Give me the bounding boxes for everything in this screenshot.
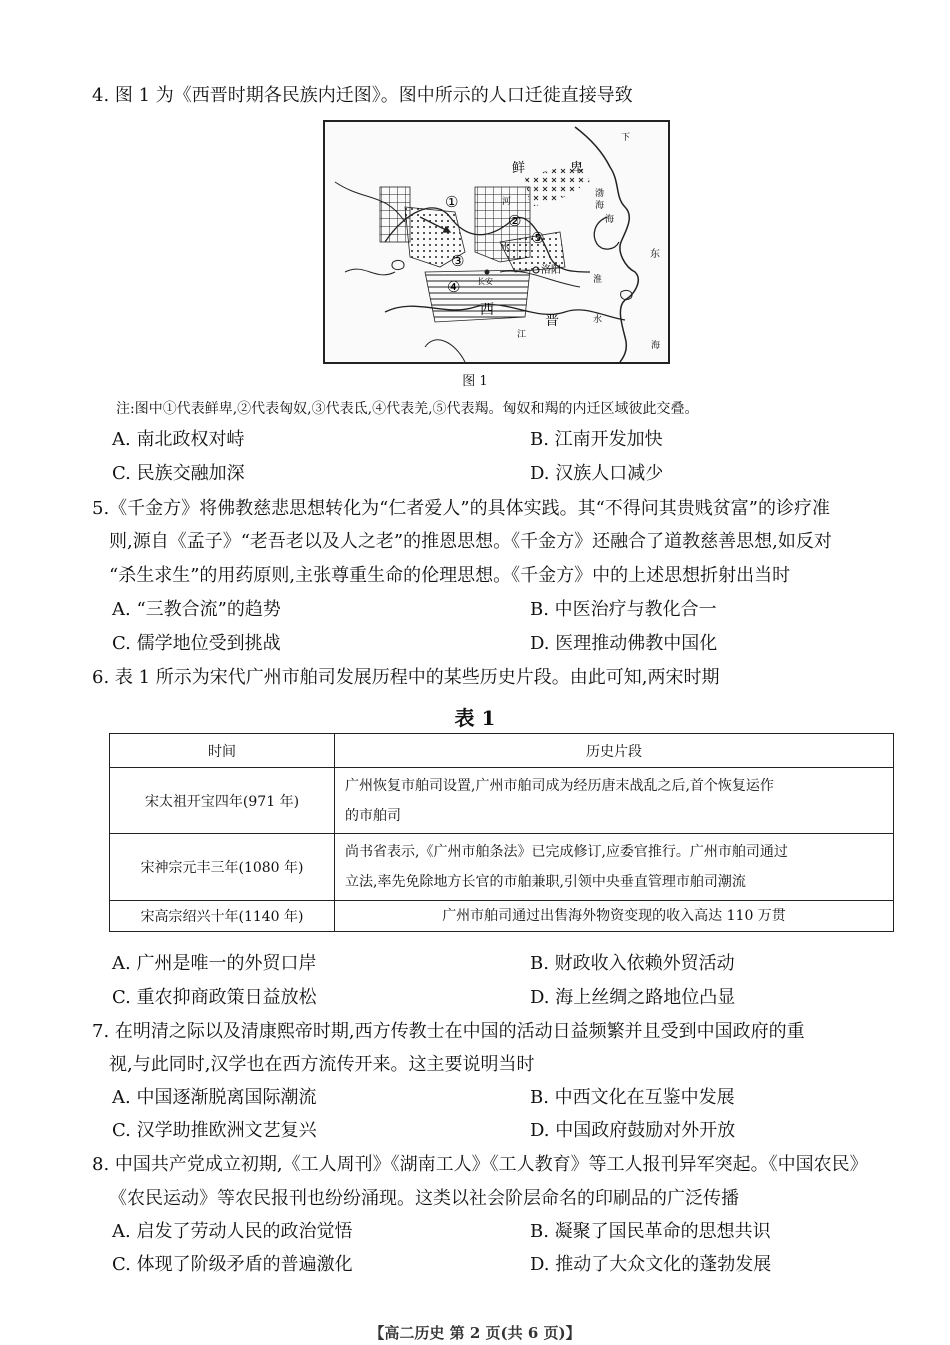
map-label-bei: 卑 <box>570 161 584 176</box>
table-cell-time: 宋高宗绍兴十年(1140 年) <box>110 901 335 932</box>
map-label-huai: 淮 <box>593 275 603 285</box>
marker-1: ① <box>445 193 459 211</box>
question-7-line-2: 视,与此同时,汉学也在西方流传开来。这主要说明当时 <box>109 1054 535 1075</box>
q7-option-c[interactable]: C. 汉学助推欧洲文艺复兴 <box>112 1120 317 1141</box>
coastline <box>575 127 638 362</box>
event-line: 尚书省表示,《广州市舶条法》已完成修订,应委官推行。广州市舶司通过 <box>345 844 788 860</box>
q8-option-d[interactable]: D. 推动了大众文化的蓬勃发展 <box>530 1254 772 1275</box>
map-label-bo: 渤 <box>595 189 605 199</box>
q4-option-b[interactable]: B. 江南开发加快 <box>530 429 663 450</box>
map-label-changan: 长安 <box>477 277 493 286</box>
map-label-he: 河 <box>502 197 512 207</box>
map-label-hai2: 海 <box>651 341 661 351</box>
marker-3: ③ <box>451 252 465 270</box>
event-line: 广州恢复市舶司设置,广州市舶司成为经历唐末战乱之后,首个恢复运作 <box>345 777 774 794</box>
lake <box>392 260 404 269</box>
marker-5: ⑤ <box>531 229 545 247</box>
event-line: 的市舶司 <box>345 807 401 824</box>
q4-option-d[interactable]: D. 汉族人口减少 <box>530 463 664 484</box>
q7-option-a[interactable]: A. 中国逐渐脱离国际潮流 <box>112 1087 317 1108</box>
migration-map <box>323 120 670 364</box>
marker-2: ② <box>508 212 522 230</box>
map-label-luoyang: 洛阳 <box>541 265 561 276</box>
map-label-xia: 下 <box>621 133 631 143</box>
table-cell-event <box>335 768 894 834</box>
event-line: 立法,率先免除地方长官的市舶兼职,引领中央垂直管理市舶司潮流 <box>345 874 746 890</box>
map-label-shui2: 水 <box>593 315 603 325</box>
map-label-hai: 海 <box>605 215 615 225</box>
table-row <box>110 901 894 932</box>
figure-caption: 图 1 <box>462 374 488 389</box>
q6-option-a[interactable]: A. 广州是唯一的外贸口岸 <box>112 953 317 974</box>
question-4-stem: 4. 图 1 为《西晋时期各民族内迁图》。图中所示的人口迁徙直接导致 <box>92 85 633 106</box>
question-8-line-1: 8. 中国共产党成立初期,《工人周刊》《湖南工人》《工人教育》等工人报刊异军突起。《中国农民》 <box>92 1154 868 1175</box>
map-label-shui: 水 <box>501 243 511 253</box>
question-5-line-3: “杀生求生”的用药原则,主张尊重生命的伦理思想。《千金方》中的上述思想折射出当时 <box>109 565 791 586</box>
page-footer: 【高二历史 第 2 页(共 6 页)】 <box>369 1324 581 1342</box>
table-cell-event <box>335 834 894 901</box>
map-label-hai3: 海 <box>595 201 605 211</box>
q6-option-c[interactable]: C. 重农抑商政策日益放松 <box>112 987 317 1008</box>
q8-option-b[interactable]: B. 凝聚了国民革命的思想共识 <box>530 1221 771 1242</box>
question-6-stem: 6. 表 1 所示为宋代广州市舶司发展历程中的某些历史片段。由此可知,两宋时期 <box>92 667 720 688</box>
q7-option-d[interactable]: D. 中国政府鼓励对外开放 <box>530 1120 736 1141</box>
q8-option-a[interactable]: A. 启发了劳动人民的政治觉悟 <box>112 1221 353 1242</box>
map-label-xian: 鲜 <box>512 161 526 176</box>
q6-option-d[interactable]: D. 海上丝绸之路地位凸显 <box>530 987 736 1008</box>
q4-option-a[interactable]: A. 南北政权对峙 <box>112 429 245 450</box>
question-8-line-2: 《农民运动》等农民报刊也纷纷涌现。这类以社会阶层命名的印刷品的广泛传播 <box>109 1188 739 1209</box>
q6-option-b[interactable]: B. 财政收入依赖外贸活动 <box>530 953 735 974</box>
map-label-jiang: 江 <box>517 330 527 340</box>
history-table <box>109 733 894 932</box>
table-header-time: 时间 <box>110 734 335 768</box>
map-label-jin: 晋 <box>545 313 559 329</box>
table-title: 表 1 <box>454 706 496 730</box>
table-row <box>110 834 894 901</box>
changan-dot <box>485 270 490 275</box>
question-5-line-2: 则,源自《孟子》“老吾老以及人之老”的推恩思想。《千金方》还融合了道教慈善思想,如反对 <box>109 531 832 552</box>
map-label-dong: 东 <box>650 249 660 260</box>
question-5-line-1: 5.《千金方》将佛教慈悲思想转化为“仁者爱人”的具体实践。其“不得问其贵贱贫富”的诊疗准 <box>92 498 830 519</box>
table-header-event: 历史片段 <box>335 734 894 768</box>
table-row <box>110 768 894 834</box>
q7-option-b[interactable]: B. 中西文化在互鉴中发展 <box>530 1087 735 1108</box>
q5-option-a[interactable]: A. “三教合流”的趋势 <box>112 599 281 620</box>
map-label-xi: 西 <box>480 302 494 318</box>
table-cell-time: 宋太祖开宝四年(971 年) <box>110 768 335 834</box>
question-7-line-1: 7. 在明清之际以及清康熙帝时期,西方传教士在中国的活动日益频繁并且受到中国政府的重 <box>92 1021 805 1042</box>
event-line: 广州市舶司通过出售海外物资变现的收入高达 110 万贯 <box>442 908 786 924</box>
figure-note: 注:图中①代表鲜卑,②代表匈奴,③代表氐,④代表羌,⑤代表羯。匈奴和羯的内迁区域彼此交叠。 <box>116 401 699 417</box>
table-cell-time: 宋神宗元丰三年(1080 年) <box>110 834 335 901</box>
q5-option-d[interactable]: D. 医理推动佛教中国化 <box>530 633 718 654</box>
q4-option-c[interactable]: C. 民族交融加深 <box>112 463 245 484</box>
q5-option-b[interactable]: B. 中医治疗与教化合一 <box>530 599 717 620</box>
q8-option-c[interactable]: C. 体现了阶级矛盾的普遍激化 <box>112 1254 353 1275</box>
table-cell-event <box>335 901 894 932</box>
q5-option-c[interactable]: C. 儒学地位受到挑战 <box>112 633 281 654</box>
marker-4: ④ <box>447 278 461 296</box>
